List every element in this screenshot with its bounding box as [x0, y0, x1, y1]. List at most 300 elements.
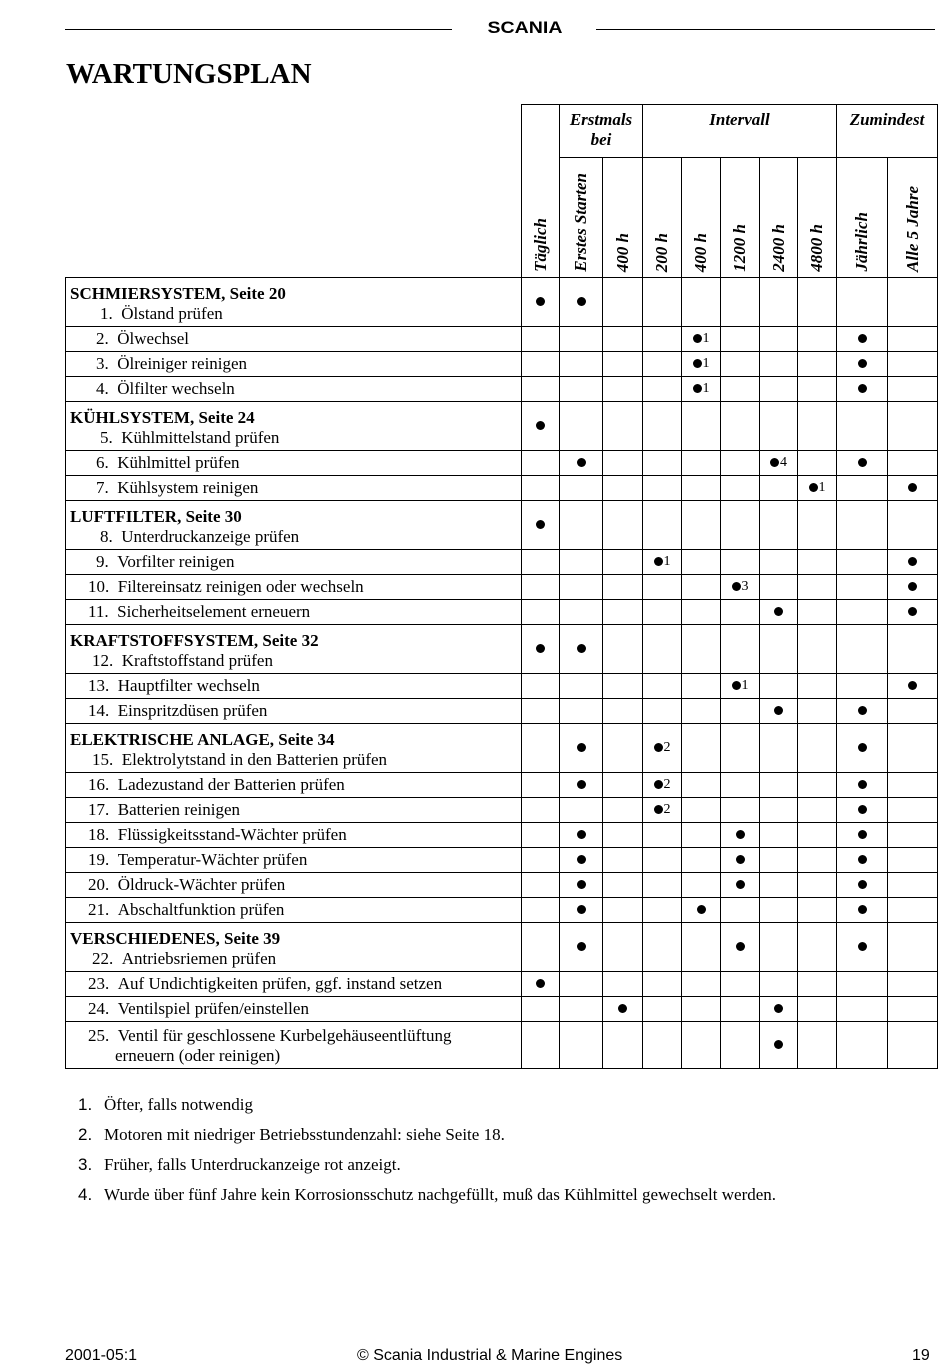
task-number: 25.	[88, 1026, 110, 1045]
schedule-cell	[560, 724, 603, 773]
bullet-icon	[908, 607, 917, 616]
schedule-cell	[643, 898, 682, 923]
task-cell	[66, 1022, 522, 1069]
col-header	[721, 158, 760, 278]
schedule-cell	[682, 476, 721, 501]
schedule-cell	[760, 451, 798, 476]
task-item	[70, 552, 521, 574]
schedule-cell	[888, 1022, 938, 1069]
bullet-icon	[654, 743, 663, 752]
task-cell	[66, 848, 522, 873]
schedule-cell	[837, 972, 888, 997]
schedule-cell	[888, 773, 938, 798]
schedule-cell	[837, 327, 888, 352]
schedule-cell	[798, 327, 837, 352]
schedule-cell	[798, 625, 837, 674]
table-row	[66, 476, 938, 501]
schedule-cell	[682, 327, 721, 352]
schedule-cell	[643, 352, 682, 377]
footnote-ref: 3	[741, 578, 749, 594]
schedule-cell	[721, 674, 760, 699]
schedule-cell	[560, 972, 603, 997]
schedule-cell	[888, 501, 938, 550]
schedule-cell	[837, 600, 888, 625]
task-cell	[66, 898, 522, 923]
schedule-cell	[560, 674, 603, 699]
task-number: 12.	[92, 651, 114, 670]
schedule-cell	[837, 476, 888, 501]
schedule-cell	[643, 278, 682, 327]
schedule-cell	[522, 848, 560, 873]
task-number: 3.	[96, 354, 109, 373]
schedule-cell	[760, 600, 798, 625]
footer-page-number: 19	[912, 1347, 930, 1364]
task-label: Ladezustand der Batterien prüfen	[117, 775, 345, 794]
schedule-cell	[603, 327, 643, 352]
schedule-cell	[643, 575, 682, 600]
schedule-cell	[837, 501, 888, 550]
schedule-cell	[522, 923, 560, 972]
col-header	[522, 105, 560, 278]
schedule-cell	[798, 798, 837, 823]
schedule-cell	[837, 923, 888, 972]
col-header	[560, 158, 603, 278]
bullet-icon	[736, 855, 745, 864]
schedule-cell	[682, 377, 721, 402]
schedule-cell	[798, 898, 837, 923]
schedule-cell	[721, 923, 760, 972]
task-cell	[66, 997, 522, 1022]
table-row	[66, 352, 938, 377]
task-cell	[66, 451, 522, 476]
schedule-cell	[888, 327, 938, 352]
schedule-cell	[522, 476, 560, 501]
schedule-cell	[798, 575, 837, 600]
schedule-cell	[721, 402, 760, 451]
schedule-cell	[643, 972, 682, 997]
schedule-cell	[560, 476, 603, 501]
task-number: 9.	[96, 552, 109, 571]
schedule-cell	[603, 923, 643, 972]
bullet-icon	[577, 297, 586, 306]
schedule-cell	[888, 923, 938, 972]
task-label: Ölstand prüfen	[121, 304, 223, 323]
table-row	[66, 923, 938, 972]
task-label: Elektrolytstand in den Batterien prüfen	[121, 750, 388, 769]
schedule-cell	[721, 352, 760, 377]
schedule-cell	[522, 699, 560, 724]
task-cell	[66, 724, 522, 773]
bullet-icon	[858, 706, 867, 715]
schedule-cell	[721, 699, 760, 724]
schedule-cell	[603, 848, 643, 873]
schedule-cell	[837, 278, 888, 327]
col-header-label: 4800 h	[807, 224, 826, 272]
task-cell	[66, 402, 522, 451]
schedule-cell	[760, 997, 798, 1022]
task-number: 2.	[96, 329, 109, 348]
schedule-cell	[603, 773, 643, 798]
section-heading: SCHMIERSYSTEM, Seite 20	[70, 284, 286, 303]
schedule-cell	[798, 476, 837, 501]
schedule-cell	[760, 327, 798, 352]
footnote-ref: 4	[780, 454, 787, 470]
schedule-cell	[760, 501, 798, 550]
bullet-icon	[654, 805, 663, 814]
bullet-icon	[577, 880, 586, 889]
schedule-cell	[798, 699, 837, 724]
footnote-ref: 1	[702, 355, 710, 371]
task-number: 18.	[88, 825, 110, 844]
schedule-cell	[603, 352, 643, 377]
schedule-cell	[888, 898, 938, 923]
schedule-cell	[760, 773, 798, 798]
schedule-cell	[888, 476, 938, 501]
table-row	[66, 972, 938, 997]
schedule-cell	[522, 451, 560, 476]
header-rule-right	[596, 29, 935, 30]
task-item	[70, 329, 521, 351]
task-label: Auf Undichtigkeiten prüfen, ggf. instand setzen	[117, 974, 443, 993]
task-label: Flüssigkeitsstand-Wächter prüfen	[117, 825, 347, 844]
schedule-cell	[888, 674, 938, 699]
task-number: 11.	[88, 602, 109, 621]
schedule-cell	[522, 823, 560, 848]
schedule-cell	[837, 377, 888, 402]
section-heading: LUFTFILTER, Seite 30	[70, 507, 242, 526]
schedule-cell	[603, 823, 643, 848]
schedule-cell	[760, 674, 798, 699]
schedule-cell	[837, 575, 888, 600]
col-header-label: 1200 h	[730, 224, 749, 272]
schedule-cell	[721, 451, 760, 476]
task-label: Temperatur-Wächter prüfen	[117, 850, 308, 869]
schedule-cell	[603, 1022, 643, 1069]
schedule-cell	[560, 352, 603, 377]
schedule-cell	[837, 773, 888, 798]
task-number: 10.	[88, 577, 110, 596]
schedule-cell	[643, 798, 682, 823]
schedule-cell	[721, 997, 760, 1022]
bullet-icon	[858, 805, 867, 814]
schedule-cell	[643, 848, 682, 873]
schedule-cell	[603, 402, 643, 451]
task-cell	[66, 476, 522, 501]
schedule-cell	[682, 501, 721, 550]
schedule-cell	[888, 278, 938, 327]
task-label: Sicherheitselement erneuern	[117, 602, 311, 621]
schedule-cell	[721, 1022, 760, 1069]
task-number: 19.	[88, 850, 110, 869]
task-number: 22.	[92, 949, 114, 968]
task-label-continued: erneuern (oder reinigen)	[115, 1046, 281, 1065]
task-label: Kühlmittelstand prüfen	[121, 428, 280, 447]
schedule-cell	[837, 798, 888, 823]
task-label: Kühlsystem reinigen	[117, 478, 259, 497]
schedule-cell	[603, 798, 643, 823]
page-title: WARTUNGSPLAN	[66, 58, 312, 90]
schedule-cell	[798, 848, 837, 873]
schedule-cell	[560, 798, 603, 823]
schedule-cell	[643, 773, 682, 798]
task-cell	[66, 575, 522, 600]
schedule-cell	[522, 625, 560, 674]
footnote-ref: 1	[702, 330, 710, 346]
schedule-cell	[721, 798, 760, 823]
schedule-cell	[888, 997, 938, 1022]
schedule-cell	[888, 625, 938, 674]
schedule-cell	[603, 575, 643, 600]
schedule-cell	[560, 699, 603, 724]
task-label: Ölfilter wechseln	[117, 379, 235, 398]
task-item	[70, 825, 521, 847]
schedule-cell	[643, 997, 682, 1022]
schedule-cell	[760, 724, 798, 773]
task-item	[70, 974, 521, 996]
footer-doc-code: 2001-05:1	[65, 1347, 138, 1364]
schedule-cell	[798, 923, 837, 972]
table-row	[66, 278, 938, 327]
schedule-cell	[760, 625, 798, 674]
task-number: 16.	[88, 775, 110, 794]
task-cell	[66, 923, 522, 972]
bullet-icon	[577, 644, 586, 653]
task-cell	[66, 352, 522, 377]
schedule-cell	[798, 278, 837, 327]
schedule-cell	[682, 798, 721, 823]
table-row	[66, 501, 938, 550]
schedule-cell	[522, 550, 560, 575]
schedule-cell	[560, 923, 603, 972]
schedule-cell	[760, 352, 798, 377]
schedule-cell	[682, 773, 721, 798]
bullet-icon	[654, 557, 663, 566]
footnote-number: 3.	[78, 1155, 93, 1174]
schedule-cell	[643, 402, 682, 451]
schedule-cell	[522, 327, 560, 352]
schedule-cell	[603, 476, 643, 501]
maintenance-table	[65, 104, 938, 1069]
schedule-cell	[682, 674, 721, 699]
schedule-cell	[798, 674, 837, 699]
footnote-number: 4.	[78, 1185, 93, 1204]
schedule-cell	[837, 848, 888, 873]
table-row	[66, 327, 938, 352]
task-item	[70, 701, 521, 723]
task-item	[70, 478, 521, 500]
bullet-icon	[536, 421, 545, 430]
task-label: Vorfilter reinigen	[117, 552, 235, 571]
header-rule-left	[65, 29, 452, 30]
bullet-icon	[577, 905, 586, 914]
bullet-icon	[577, 830, 586, 839]
bullet-icon	[774, 607, 783, 616]
schedule-cell	[560, 997, 603, 1022]
schedule-cell	[682, 352, 721, 377]
schedule-cell	[798, 402, 837, 451]
bullet-icon	[908, 681, 917, 690]
schedule-cell	[643, 550, 682, 575]
bullet-icon	[736, 942, 745, 951]
schedule-cell	[643, 625, 682, 674]
schedule-cell	[643, 873, 682, 898]
task-cell	[66, 501, 522, 550]
schedule-cell	[682, 278, 721, 327]
schedule-cell	[721, 600, 760, 625]
schedule-cell	[888, 550, 938, 575]
schedule-cell	[522, 402, 560, 451]
table-row	[66, 798, 938, 823]
bullet-icon	[858, 334, 867, 343]
bullet-icon	[908, 582, 917, 591]
schedule-cell	[682, 600, 721, 625]
task-item	[70, 900, 521, 922]
schedule-cell	[837, 724, 888, 773]
section-heading: VERSCHIEDENES, Seite 39	[70, 929, 281, 948]
task-label: Ölreiniger reinigen	[117, 354, 248, 373]
schedule-cell	[721, 773, 760, 798]
schedule-cell	[721, 873, 760, 898]
bullet-icon	[858, 458, 867, 467]
footnote-item	[78, 1094, 776, 1124]
schedule-cell	[682, 873, 721, 898]
bullet-icon	[654, 780, 663, 789]
schedule-cell	[721, 848, 760, 873]
schedule-cell	[760, 823, 798, 848]
task-label: Abschaltfunktion prüfen	[117, 900, 285, 919]
schedule-cell	[560, 848, 603, 873]
col-header-label: Täglich	[530, 218, 550, 272]
section-heading: KRAFTSTOFFSYSTEM, Seite 32	[70, 631, 319, 650]
footnote-ref: 1	[818, 479, 826, 495]
task-item	[70, 775, 521, 797]
task-number: 14.	[88, 701, 110, 720]
footnote-number: 1.	[78, 1095, 93, 1114]
col-header	[643, 158, 682, 278]
schedule-cell	[837, 352, 888, 377]
schedule-cell	[682, 823, 721, 848]
table-body	[66, 278, 938, 1069]
schedule-cell	[888, 823, 938, 848]
task-number: 15.	[92, 750, 114, 769]
table-row	[66, 823, 938, 848]
table-row	[66, 773, 938, 798]
col-header	[888, 158, 938, 278]
col-header	[760, 158, 798, 278]
schedule-cell	[682, 575, 721, 600]
schedule-cell	[522, 972, 560, 997]
task-item	[70, 354, 521, 376]
task-label: Ventil für geschlossene Kurbelgehäuseentlüftung	[117, 1026, 452, 1045]
footnote-item	[78, 1154, 776, 1184]
schedule-cell	[682, 997, 721, 1022]
task-item	[70, 577, 521, 599]
schedule-cell	[888, 972, 938, 997]
schedule-cell	[798, 1022, 837, 1069]
table-row	[66, 873, 938, 898]
schedule-cell	[522, 352, 560, 377]
bullet-icon	[536, 520, 545, 529]
task-item	[70, 850, 521, 872]
bullet-icon	[693, 359, 702, 368]
schedule-cell	[837, 1022, 888, 1069]
schedule-cell	[798, 997, 837, 1022]
footnote-number: 2.	[78, 1125, 93, 1144]
task-label: Batterien reinigen	[117, 800, 241, 819]
schedule-cell	[643, 699, 682, 724]
schedule-cell	[560, 575, 603, 600]
table-row	[66, 997, 938, 1022]
schedule-cell	[760, 898, 798, 923]
table-row	[66, 377, 938, 402]
task-cell	[66, 699, 522, 724]
col-header-label: 2400 h	[768, 224, 788, 272]
bullet-icon	[693, 384, 702, 393]
schedule-cell	[643, 476, 682, 501]
schedule-cell	[837, 451, 888, 476]
table-header	[66, 105, 938, 278]
schedule-cell	[837, 997, 888, 1022]
schedule-cell	[798, 451, 837, 476]
schedule-cell	[603, 873, 643, 898]
col-header	[682, 158, 721, 278]
section-heading: ELEKTRISCHE ANLAGE, Seite 34	[70, 730, 335, 749]
schedule-cell	[888, 848, 938, 873]
schedule-cell	[721, 550, 760, 575]
schedule-cell	[522, 873, 560, 898]
table-row	[66, 898, 938, 923]
bullet-icon	[858, 743, 867, 752]
schedule-cell	[798, 972, 837, 997]
schedule-cell	[603, 600, 643, 625]
schedule-cell	[522, 501, 560, 550]
bullet-icon	[774, 706, 783, 715]
footnote-text: Früher, falls Unterdruckanzeige rot anzeigt.	[104, 1155, 401, 1174]
scania-logo: SCANIA	[487, 18, 563, 37]
task-item	[70, 676, 521, 698]
col-header-label: 400 h	[691, 232, 710, 272]
footnote-text: Öfter, falls notwendig	[104, 1095, 253, 1114]
table-row	[66, 402, 938, 451]
schedule-cell	[888, 798, 938, 823]
schedule-cell	[837, 550, 888, 575]
schedule-cell	[888, 873, 938, 898]
schedule-cell	[682, 699, 721, 724]
task-number: 23.	[88, 974, 110, 993]
task-item	[70, 875, 521, 897]
task-label: Filtereinsatz reinigen oder wechseln	[117, 577, 364, 596]
col-header-label: 200 h	[652, 232, 671, 272]
schedule-cell	[603, 699, 643, 724]
task-label: Kühlmittel prüfen	[117, 453, 240, 472]
col-header	[798, 158, 837, 278]
schedule-cell	[721, 377, 760, 402]
bullet-icon	[577, 855, 586, 864]
bullet-icon	[693, 334, 702, 343]
schedule-cell	[760, 972, 798, 997]
schedule-cell	[522, 278, 560, 327]
task-item	[70, 304, 521, 326]
schedule-cell	[682, 550, 721, 575]
task-cell	[66, 625, 522, 674]
schedule-cell	[603, 674, 643, 699]
task-item	[70, 453, 521, 475]
schedule-cell	[603, 724, 643, 773]
schedule-cell	[721, 476, 760, 501]
task-item	[70, 999, 521, 1021]
bullet-icon	[536, 297, 545, 306]
schedule-cell	[798, 501, 837, 550]
